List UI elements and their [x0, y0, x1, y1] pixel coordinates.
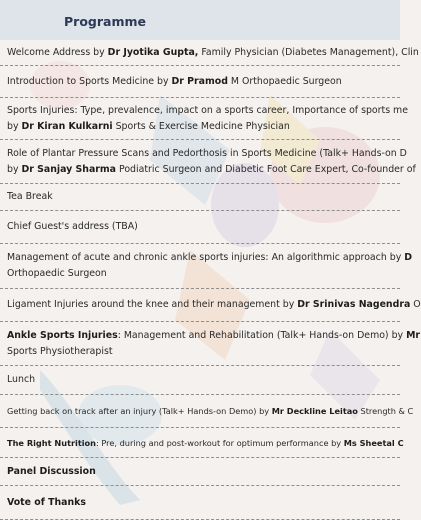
programme-item-line	[7, 464, 400, 480]
programme-title: Programme	[64, 14, 146, 29]
programme-item-text: Tea Break	[7, 191, 53, 202]
programme-item-emphasis: Dr Jyotika Gupta,	[107, 46, 199, 58]
programme-item-emphasis: Dr Pramod	[171, 75, 228, 87]
programme-item	[0, 458, 400, 486]
programme-item-text: M Orthopaedic Surgeon	[227, 75, 342, 87]
programme-item-text: Lunch	[7, 374, 36, 385]
programme-item-emphasis: D	[404, 252, 413, 263]
programme-item-line	[7, 403, 414, 419]
programme-item-line	[7, 495, 400, 511]
programme-item-emphasis: Panel Discussion	[7, 465, 96, 477]
programme-item-emphasis: Dr Sanjay Sharma	[21, 163, 117, 175]
programme-item-text: Management of acute and chronic ankle sports injuries: An algorithmic approach by	[7, 252, 405, 263]
programme-item-text: Ligament Injuries around the knee and their management by	[7, 299, 298, 310]
programme-item-line	[7, 146, 407, 162]
programme-item-emphasis: Dr Kiran Kulkarni	[21, 120, 113, 132]
programme-list	[0, 40, 421, 520]
programme-item-text: O	[410, 299, 421, 310]
programme-item-line	[7, 162, 416, 178]
programme-item	[0, 395, 414, 428]
programme-item-text: Introduction to Sports Medicine by	[7, 75, 172, 87]
programme-item	[0, 486, 400, 520]
programme-item-text: by	[7, 163, 22, 175]
programme-item-line	[7, 344, 400, 360]
programme-item-emphasis: Vote of Thanks	[7, 496, 86, 508]
programme-item	[0, 244, 413, 289]
programme-item	[0, 184, 400, 211]
programme-item	[0, 66, 400, 98]
programme-item-text: Sports Injuries: Type, prevalence, impact on a sports career, Importance of sports me	[7, 104, 408, 116]
programme-item	[0, 40, 419, 66]
programme-item-text: Role of Plantar Pressure Scans and Pedorthosis in Sports Medicine (Talk+ Hands-on D	[7, 147, 407, 159]
programme-item	[0, 98, 408, 140]
programme-item-emphasis: Ms Sheetal C	[343, 437, 404, 448]
programme-item	[0, 140, 416, 184]
programme-item-emphasis: The Right Nutrition	[7, 437, 96, 448]
programme-item-text: Getting back on track after an injury (Talk+ Hands-on Demo) by	[7, 406, 272, 416]
programme-item	[0, 289, 421, 322]
programme-item-line	[7, 45, 419, 61]
programme-item-line	[7, 297, 421, 313]
programme-item-line	[7, 328, 421, 344]
programme-item-text: by	[7, 120, 22, 132]
programme-item-line	[7, 250, 413, 266]
programme-item-line	[7, 435, 404, 451]
programme-item-line	[7, 219, 400, 235]
programme-item-emphasis: Dr Srinivas Nagendra	[297, 299, 411, 310]
programme-item-line	[7, 372, 400, 388]
programme-item-text: : Pre, during and post-workout for optimum performance by	[96, 437, 344, 448]
programme-header	[0, 0, 400, 40]
programme-item	[0, 322, 421, 366]
programme-item-line	[7, 74, 400, 90]
programme-item-text: Orthopaedic Surgeon	[7, 268, 107, 279]
programme-item	[0, 211, 400, 244]
programme-item-text: Welcome Address by	[7, 46, 108, 58]
programme-item	[0, 428, 404, 458]
programme-item-emphasis: Mr Deckline Leitao	[271, 406, 358, 416]
programme-item	[0, 366, 400, 395]
programme-item-line	[7, 189, 400, 205]
programme-item-text: Podiatric Surgeon and Diabetic Foot Care Expert, Co-founder of	[116, 163, 416, 175]
programme-item-emphasis: Ankle Sports Injuries	[7, 329, 118, 341]
programme-item-line	[7, 266, 400, 282]
programme-item-text: Strength & C	[357, 406, 414, 416]
programme-item-line	[7, 119, 400, 135]
programme-item-emphasis: Mr	[406, 329, 421, 341]
programme-item-text: Chief Guest's address (TBA)	[7, 221, 138, 232]
programme-item-text: Sports Physiotherapist	[7, 345, 113, 357]
programme-item-line	[7, 103, 408, 119]
programme-item-text: : Management and Rehabilitation (Talk+ Hands-on Demo) by	[117, 329, 407, 341]
programme-item-text: Family Physician (Diabetes Management), Clin	[198, 46, 419, 58]
programme-item-text: Sports & Exercise Medicine Physician	[112, 120, 290, 132]
